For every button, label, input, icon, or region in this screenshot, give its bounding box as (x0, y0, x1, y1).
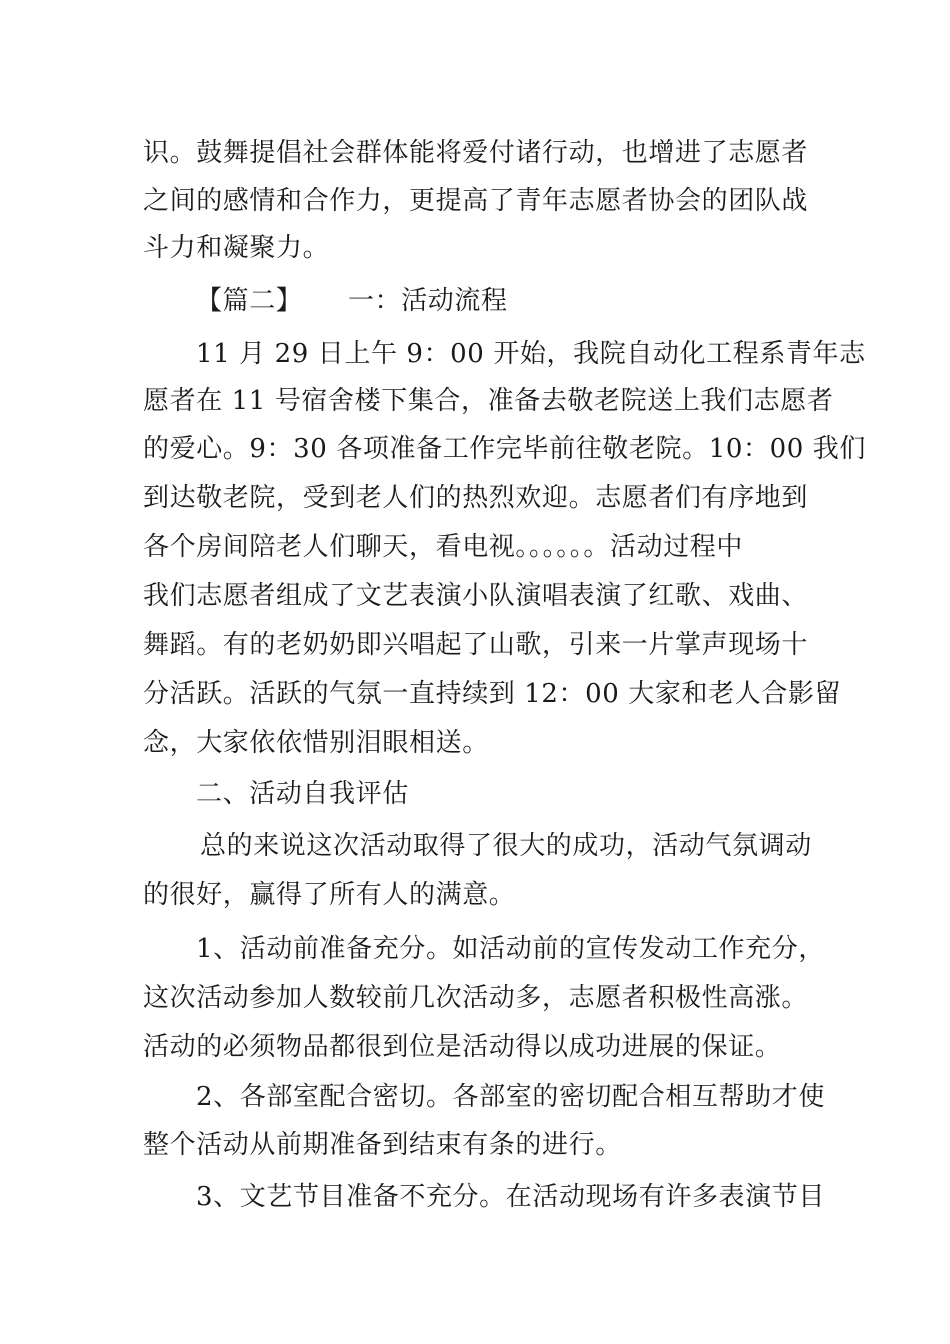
text-line: 念，大家依依惜别泪眼相送。 (143, 728, 489, 758)
text-line: 总的来说这次活动取得了很大的成功，活动气氛调动 (200, 831, 812, 861)
text-line: 愿者在 11 号宿舍楼下集合，准备去敬老院送上我们志愿者 (143, 386, 834, 416)
text-line: 的很好，赢得了所有人的满意。 (143, 880, 516, 910)
text-line: 这次活动参加人数较前几次活动多，志愿者积极性高涨。 (143, 983, 809, 1013)
text-line: 2、各部室配合密切。各部室的密切配合相互帮助才使 (196, 1082, 825, 1112)
text-line: 分活跃。活跃的气氛一直持续到 12：00 大家和老人合影留 (143, 679, 842, 709)
text-line: 斗力和凝聚力。 (143, 233, 330, 263)
text-line: 3、文艺节目准备不充分。在活动现场有许多表演节目 (196, 1182, 825, 1212)
text-line: 我们志愿者组成了文艺表演小队演唱表演了红歌、戏曲、 (143, 581, 809, 611)
text-line: 识。鼓舞提倡社会群体能将爱付诸行动，也增进了志愿者 (143, 138, 809, 168)
text-line: 舞蹈。有的老奶奶即兴唱起了山歌，引来一片掌声现场十 (143, 630, 809, 660)
text-line: 11 月 29 日上午 9：00 开始，我院自动化工程系青年志 (196, 339, 866, 369)
text-line: 到达敬老院，受到老人们的热烈欢迎。志愿者们有序地到 (143, 483, 809, 513)
section-heading: 二、活动自我评估 (196, 779, 409, 809)
section-marker: 【篇二】 (196, 286, 303, 316)
text-line: 活动的必须物品都很到位是活动得以成功进展的保证。 (143, 1032, 782, 1062)
text-line: 之间的感情和合作力，更提高了青年志愿者协会的团队战 (143, 186, 809, 216)
text-line: 整个活动从前期准备到结束有条的进行。 (143, 1130, 622, 1160)
section-title: 一：活动流程 (348, 286, 508, 316)
text-line: 1、活动前准备充分。如活动前的宣传发动工作充分， (196, 934, 825, 964)
text-line: 各个房间陪老人们聊天，看电视。。。。。。活动过程中 (143, 532, 744, 562)
text-line: 的爱心。9：30 各项准备工作完毕前往敬老院。10：00 我们 (143, 434, 866, 464)
